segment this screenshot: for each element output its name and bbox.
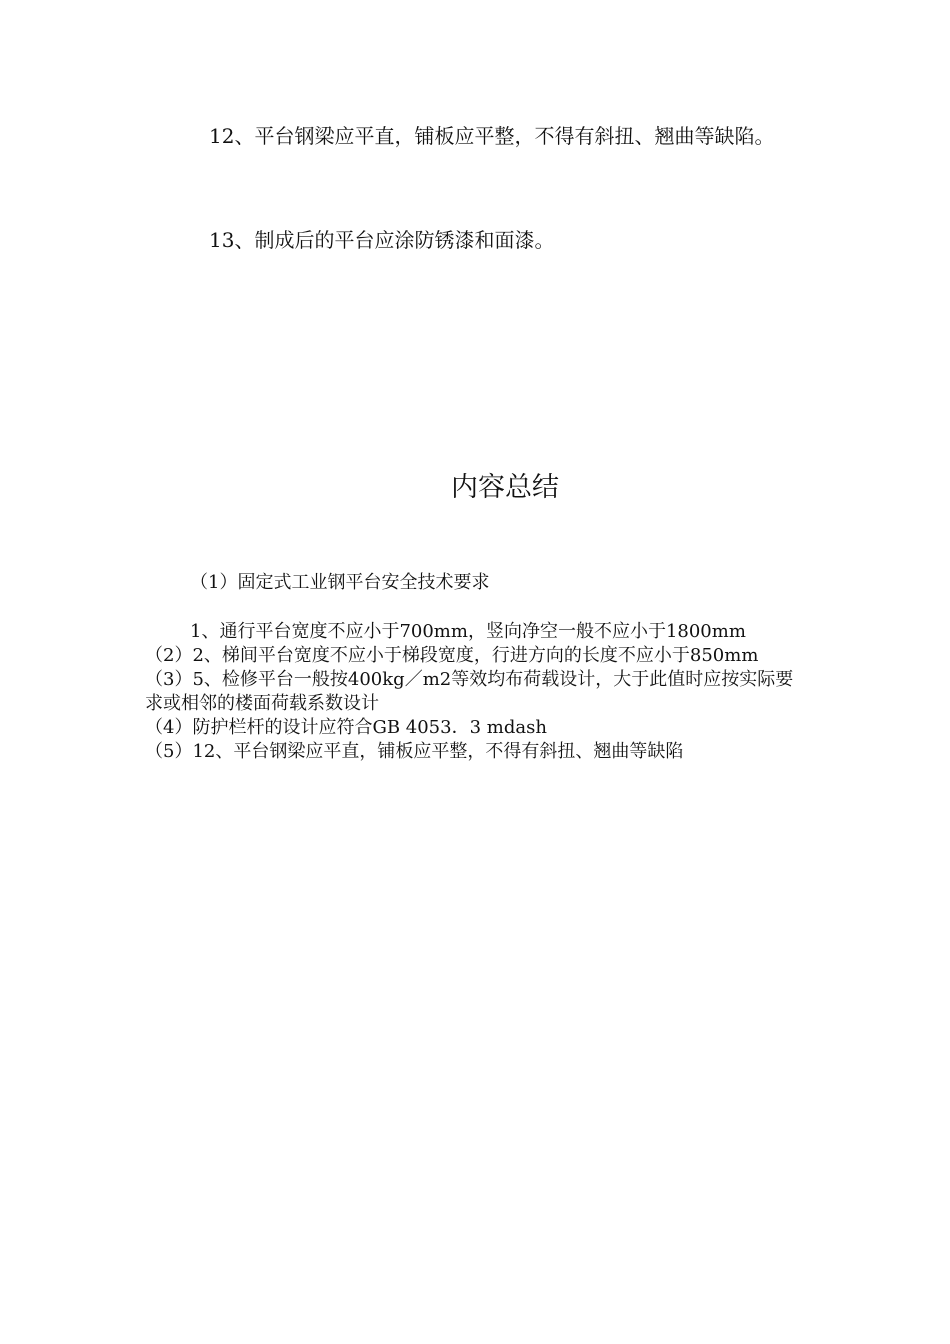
- paragraph-12-text: 12、平台钢梁应平直，铺板应平整，不得有斜扭、翘曲等缺陷。: [209, 124, 775, 148]
- summary-item: （5）12、平台钢梁应平直，铺板应平整，不得有斜扭、翘曲等缺陷: [145, 741, 684, 762]
- summary-item: （3）5、检修平台一般按400kg／m2等效均布荷载设计，大于此值时应按实际要求或相邻的楼面荷载系数设计: [145, 669, 794, 714]
- paragraph-13: [145, 214, 805, 266]
- summary-item: （4）防护栏杆的设计应符合GB 4053．3 mdash: [145, 717, 547, 738]
- summary-heading: （1）固定式工业钢平台安全技术要求: [190, 572, 490, 593]
- paragraph-12: [145, 110, 805, 162]
- paragraph-13-text: 13、制成后的平台应涂防锈漆和面漆。: [209, 228, 555, 252]
- summary-item: （2）2、梯间平台宽度不应小于梯段宽度，行进方向的长度不应小于850mm: [145, 645, 759, 666]
- summary-body: [145, 620, 810, 764]
- summary-item: 1、通行平台宽度不应小于700mm，竖向净空一般不应小于1800mm: [190, 621, 746, 642]
- summary-title: 内容总结: [451, 472, 559, 503]
